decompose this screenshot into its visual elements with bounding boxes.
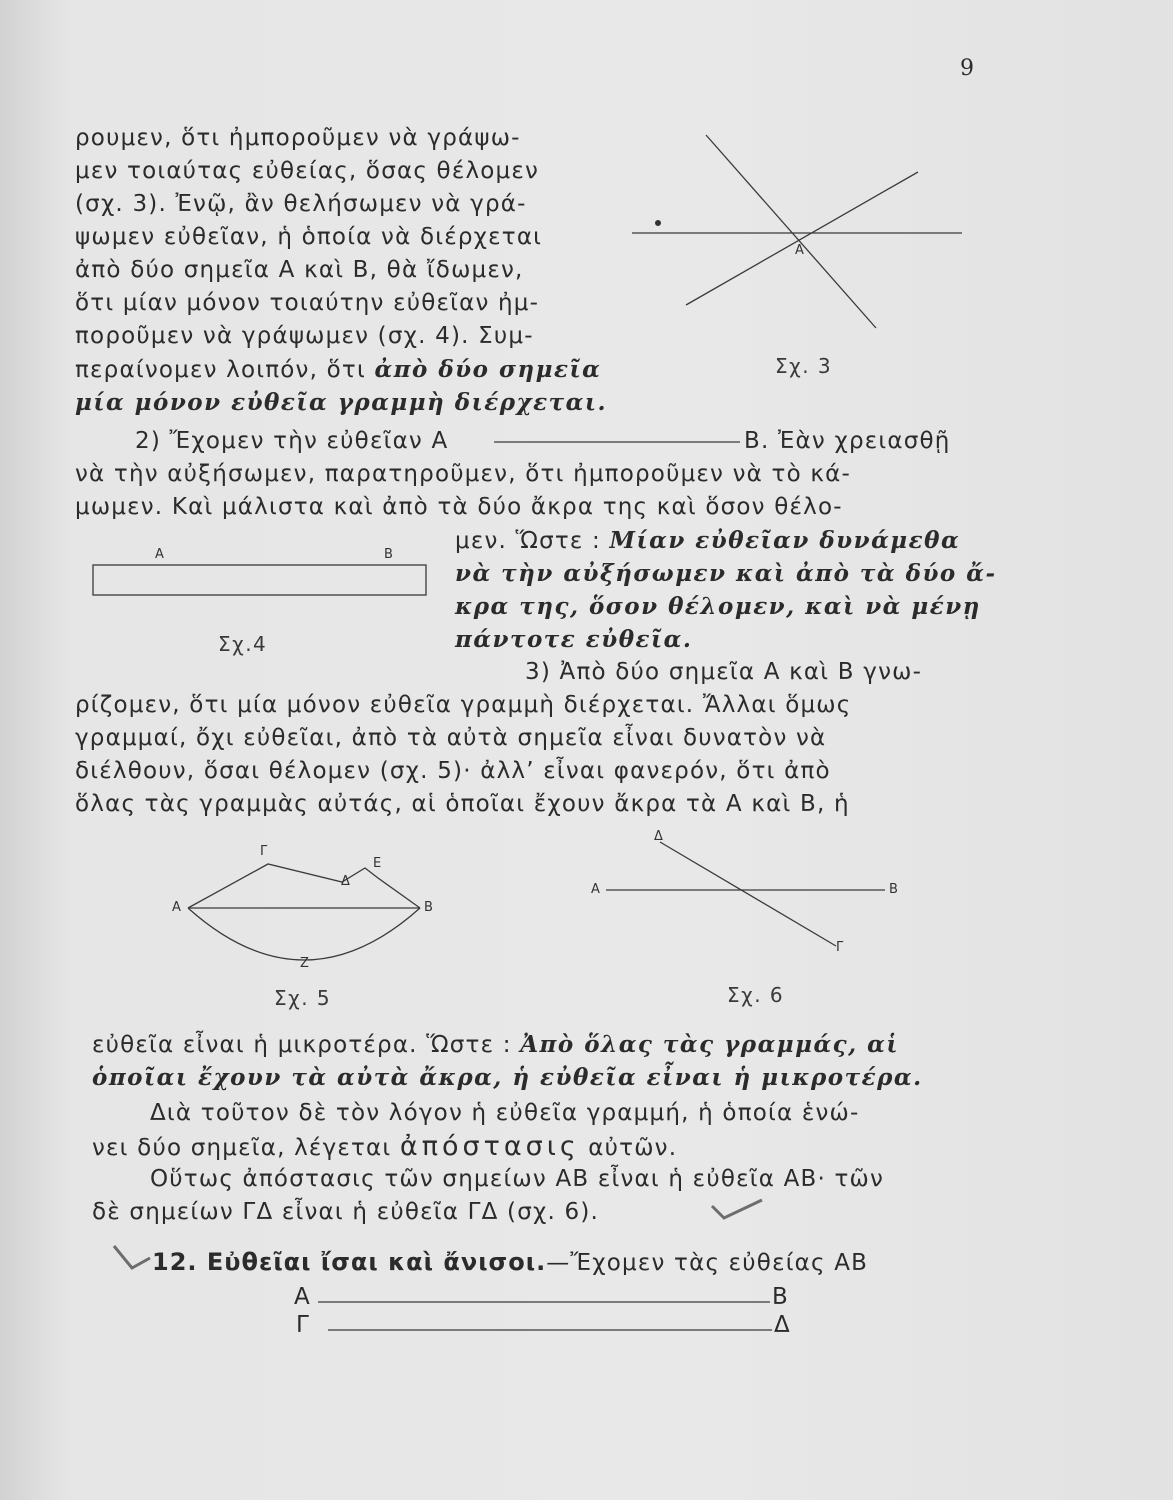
para2-line1-pre: 2) Ἔχομεν τὴν εὐθεῖαν Α [135, 428, 449, 454]
para5-line2-post: αὐτῶν. [579, 1135, 678, 1161]
fig3-ascending-line [686, 172, 918, 305]
para1-line2: μεν τοιαύτας εὐθείας, ὅσας θέλομεν [75, 158, 540, 184]
para1-line6: ὅτι μίαν μόνον τοιαύτην εὐθεῖαν ἠμ- [75, 290, 540, 316]
fig6-label-b: Β [889, 882, 898, 897]
fig5-arc [188, 908, 420, 960]
para5-line2 [92, 1130, 677, 1165]
figure-5 [188, 864, 420, 960]
fig5-label-g: Γ [260, 844, 268, 859]
para1-line8-emphasis: ἀπὸ δύο σημεῖα [374, 356, 602, 383]
para1-line3: (σχ. 3). Ἐνῷ, ἂν θελήσωμεν νὰ γρά- [75, 191, 527, 217]
figure-6 [606, 842, 885, 946]
para2-line2: νὰ τὴν αὐξήσωμεν, παρατηροῦμεν, ὅτι ἠμποροῦμεν νὰ τὸ κά- [75, 461, 851, 487]
fig6-caption: Σχ. 6 [727, 983, 785, 1007]
para3-line2: ρίζομεν, ὅτι μία μόνον εὐθεῖα γραμμὴ διέρχεται. Ἄλλαι ὅμως [75, 692, 852, 718]
fig4-label-b: Β [384, 547, 393, 562]
para3-line5: ὅλας τὰς γραμμὰς αὐτάς, αἱ ὁποῖαι ἔχουν ἄκρα τὰ Α καὶ Β, ἡ [75, 791, 850, 817]
fig3-descending-line [706, 135, 876, 328]
para1-line1: ρουμεν, ὅτι ἠμποροῦμεν νὰ γράψω- [75, 125, 521, 151]
fig4-rectangle [93, 565, 426, 595]
para6-line2: δὲ σημείων ΓΔ εἶναι ἡ εὐθεῖα ΓΔ (σχ. 6). [92, 1199, 600, 1225]
para2-line1-post: Β. Ἐὰν χρειασθῇ [744, 428, 951, 454]
fig6-label-a: Α [591, 882, 600, 897]
fig5-caption: Σχ. 5 [274, 986, 332, 1010]
para3-line1: 3) Ἀπὸ δύο σημεῖα Α καὶ Β γνω- [525, 659, 923, 685]
checkmark-2 [114, 1246, 150, 1268]
para4-line1 [92, 1028, 899, 1062]
para1-line7: ποροῦμεν νὰ γράψωμεν (σχ. 4). Συμ- [75, 323, 534, 349]
fig5-label-b: Β [424, 900, 433, 915]
para5-line1: Διὰ τοῦτον δὲ τὸν λόγον ἡ εὐθεῖα γραμμή, ἡ ὁποία ἑνώ- [150, 1100, 860, 1126]
fig5-label-e: Ε [373, 856, 382, 871]
segment-gd-end: Δ [774, 1312, 791, 1338]
fig6-label-d: Δ [654, 829, 663, 844]
fig4-label-a: Α [155, 547, 164, 562]
page-number: 9 [960, 56, 974, 81]
para4-line1-emphasis: Ἀπὸ ὅλας τὰς γραμμάς, αἱ [520, 1031, 899, 1058]
para2-line4-emphasis: Μίαν εὐθεῖαν δυνάμεθα [609, 527, 961, 554]
para3-line3: γραμμαί, ὄχι εὐθεῖαι, ἀπὸ τὰ αὐτὰ σημεῖα εἶναι δυνατὸν νὰ [75, 725, 827, 751]
para3-line4: διέλθουν, ὅσαι θέλομεν (σχ. 5)· ἀλλ’ εἶναι φανερόν, ὅτι ἀπὸ [75, 758, 831, 784]
section12-heading: 12. Εὐθεῖαι ἴσαι καὶ ἄνισοι. [152, 1248, 547, 1276]
para2-line6-emphasis: κρα της, ὅσον θέλομεν, καὶ νὰ μένῃ [455, 593, 981, 620]
section12-text: —Ἔχομεν τὰς εὐθείας ΑΒ [546, 1250, 869, 1276]
fig6-line-gd [660, 842, 836, 946]
para6-line1: Οὕτως ἀπόστασις τῶν σημείων ΑΒ εἶναι ἡ εὐθεῖα ΑΒ· τῶν [150, 1166, 885, 1192]
para2-line7-emphasis: πάντοτε εὐθεῖα. [455, 626, 693, 653]
para2-line4 [455, 524, 960, 558]
figure-3 [632, 135, 962, 328]
para2-line4-text: μεν. Ὥστε : [455, 528, 610, 554]
para5-line2-pre: νει δύο σημεῖα, λέγεται [92, 1135, 400, 1161]
para1-line5: ἀπὸ δύο σημεῖα Α καὶ Β, θὰ ἴδωμεν, [75, 257, 524, 283]
fig5-label-a: Α [172, 900, 181, 915]
para5-term: ἀπόστασις [399, 1131, 580, 1162]
figure-4 [93, 565, 426, 595]
fig4-caption: Σχ.4 [218, 632, 268, 656]
para2-line3: μωμεν. Καὶ μάλιστα καὶ ἀπὸ τὰ δύο ἄκρα της καὶ ὅσον θέλο- [75, 494, 843, 520]
para1-line4: ψωμεν εὐθεῖαν, ἡ ὁποία νὰ διέρχεται [75, 224, 543, 250]
fig5-broken-line [188, 864, 420, 908]
para4-line1-text: εὐθεῖα εἶναι ἡ μικροτέρα. Ὥστε : [92, 1032, 521, 1058]
fig6-label-g: Γ [836, 940, 844, 955]
fig3-caption: Σχ. 3 [775, 354, 833, 378]
fig3-point-label: Α [795, 243, 804, 258]
fig5-label-z: Ζ [300, 956, 309, 971]
segment-ab-start: Α [294, 1284, 311, 1310]
segment-gd-start: Γ [296, 1312, 311, 1338]
para4-line2-emphasis: ὁποῖαι ἔχουν τὰ αὐτὰ ἄκρα, ἡ εὐθεῖα εἶναι ἡ μικροτέρα. [92, 1064, 923, 1091]
para1-line8-text: περαίνομεν λοιπόν, ὅτι [75, 357, 375, 383]
fig3-dot [655, 220, 661, 226]
para1-line9-emphasis: μία μόνον εὐθεῖα γραμμὴ διέρχεται. [75, 389, 607, 416]
segment-ab-end: Β [772, 1284, 789, 1310]
fig5-label-d: Δ [341, 874, 350, 889]
checkmark-1 [712, 1200, 762, 1218]
section12-line [152, 1246, 868, 1280]
para2-line5-emphasis: νὰ τὴν αὐξήσωμεν καὶ ἀπὸ τὰ δύο ἄ- [455, 560, 997, 587]
